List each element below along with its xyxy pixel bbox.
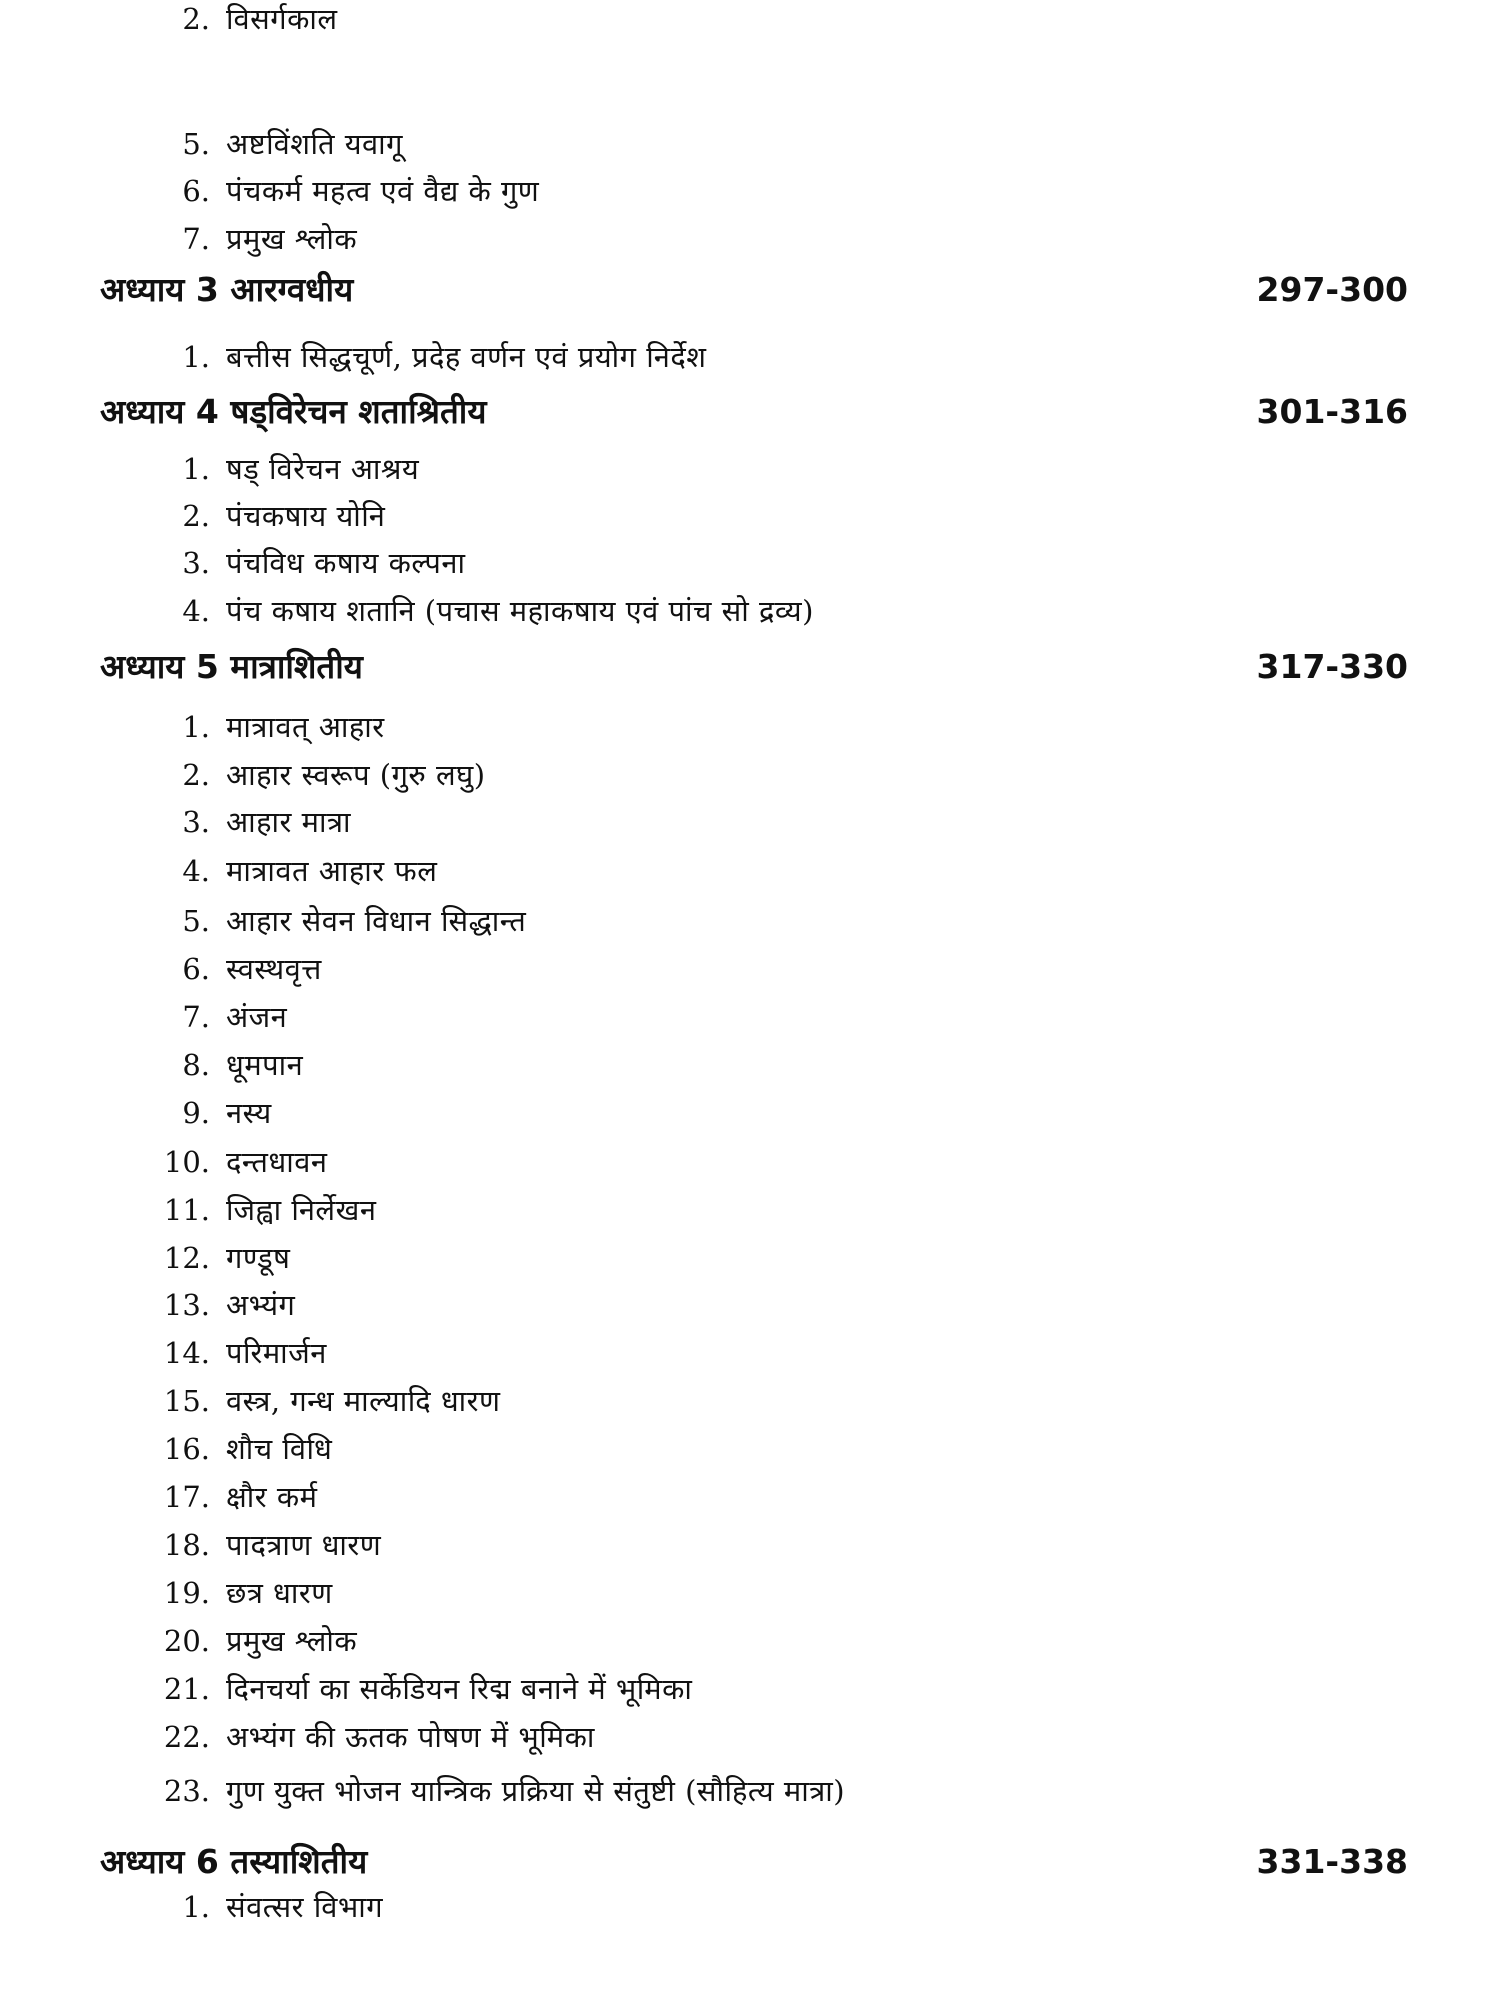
- item-number: 20.: [163, 1624, 210, 1658]
- item-text: बत्तीस सिद्धचूर्ण, प्रदेह वर्णन एवं प्रयोग निर्देश: [226, 340, 707, 374]
- list-item: [148, 998, 1248, 1036]
- list-item: [148, 172, 1248, 210]
- list-item: [148, 1574, 1248, 1612]
- item-number: 5.: [182, 904, 210, 938]
- list-item: [148, 1430, 1248, 1468]
- chapter-page-range: 331-338: [1256, 1842, 1408, 1881]
- list-item: [148, 1286, 1248, 1324]
- item-text: वस्त्र, गन्ध माल्यादि धारण: [226, 1384, 501, 1418]
- item-number: 9.: [182, 1096, 210, 1130]
- list-item: [148, 220, 1248, 258]
- list-item: [148, 950, 1248, 988]
- item-text: गुण युक्त भोजन यान्त्रिक प्रक्रिया से संतुष्टी (सौहित्य मात्रा): [226, 1774, 846, 1808]
- list-item: [148, 1478, 1248, 1516]
- item-number: 18.: [163, 1528, 210, 1562]
- item-number: 4.: [182, 854, 210, 888]
- list-item: [148, 1094, 1248, 1132]
- list-item: [148, 803, 1248, 841]
- item-text: मात्रावत् आहार: [226, 710, 385, 744]
- item-number: 23.: [163, 1774, 210, 1808]
- item-number: 2.: [182, 499, 210, 533]
- list-item: [148, 338, 1248, 376]
- list-item: [148, 497, 1248, 535]
- item-number: 3.: [182, 805, 210, 839]
- list-item: [148, 1046, 1248, 1084]
- item-number: 12.: [163, 1241, 210, 1275]
- list-item: [148, 1526, 1248, 1564]
- item-number: 22.: [163, 1720, 210, 1754]
- chapter-page-range: 301-316: [1256, 392, 1408, 431]
- item-text: पंचविध कषाय कल्पना: [226, 546, 466, 580]
- chapter-heading: [100, 1840, 1408, 1884]
- chapter-page-range: 297-300: [1256, 270, 1408, 309]
- list-item: [148, 1382, 1248, 1420]
- item-number: 7.: [182, 222, 210, 256]
- item-number: 16.: [163, 1432, 210, 1466]
- list-item: [148, 450, 1248, 488]
- chapter-heading: [100, 390, 1408, 434]
- list-item: [148, 1888, 1248, 1926]
- list-item: [148, 756, 1248, 794]
- chapter-heading: [100, 645, 1408, 689]
- item-text: स्वस्थवृत्त: [226, 952, 322, 986]
- item-number: 1.: [182, 452, 210, 486]
- item-text: षड् विरेचन आश्रय: [226, 452, 420, 486]
- item-text: दिनचर्या का सर्केडियन रिद्म बनाने में भूमिका: [226, 1672, 693, 1706]
- item-number: 11.: [163, 1193, 210, 1227]
- list-item: [148, 1143, 1248, 1181]
- list-item: [148, 1334, 1248, 1372]
- item-number: 3.: [182, 546, 210, 580]
- list-item: [148, 852, 1248, 890]
- chapter-title: अध्याय 4 षड्विरेचन शताश्रितीय: [100, 392, 487, 431]
- list-item: [148, 544, 1248, 582]
- item-text: जिह्वा निर्लेखन: [226, 1193, 377, 1227]
- item-text: विसर्गकाल: [226, 2, 338, 36]
- list-item: [148, 1772, 1248, 1810]
- chapter-heading: [100, 268, 1408, 312]
- item-number: 2.: [182, 758, 210, 792]
- item-text: प्रमुख श्लोक: [226, 222, 358, 256]
- item-text: आहार मात्रा: [226, 805, 351, 839]
- item-number: 17.: [163, 1480, 210, 1514]
- item-number: 6.: [182, 952, 210, 986]
- list-item: [148, 592, 1248, 630]
- list-item: [148, 1670, 1248, 1708]
- item-text: आहार सेवन विधान सिद्धान्त: [226, 904, 527, 938]
- list-item: [148, 0, 1248, 38]
- item-text: अभ्यंग: [226, 1288, 296, 1322]
- item-number: 21.: [163, 1672, 210, 1706]
- item-text: प्रमुख श्लोक: [226, 1624, 358, 1658]
- list-item: [148, 708, 1248, 746]
- item-number: 8.: [182, 1048, 210, 1082]
- item-text: पंच कषाय शतानि (पचास महाकषाय एवं पांच सो द्रव्य): [226, 594, 814, 628]
- item-number: 4.: [182, 594, 210, 628]
- item-text: मात्रावत आहार फल: [226, 854, 438, 888]
- item-number: 1.: [182, 340, 210, 374]
- item-text: अभ्यंग की ऊतक पोषण में भूमिका: [226, 1720, 595, 1754]
- list-item: [148, 1191, 1248, 1229]
- item-number: 19.: [163, 1576, 210, 1610]
- item-text: पादत्राण धारण: [226, 1528, 382, 1562]
- list-item: [148, 1718, 1248, 1756]
- item-text: क्षौर कर्म: [226, 1480, 318, 1514]
- item-number: 13.: [163, 1288, 210, 1322]
- item-text: संवत्सर विभाग: [226, 1890, 384, 1924]
- chapter-title: अध्याय 6 तस्याशितीय: [100, 1842, 368, 1881]
- item-number: 5.: [182, 127, 210, 161]
- item-text: पंचकर्म महत्व एवं वैद्य के गुण: [226, 174, 540, 208]
- list-item: [148, 1239, 1248, 1277]
- item-text: अष्टविंशति यवागू: [226, 127, 403, 161]
- item-text: दन्तधावन: [226, 1145, 328, 1179]
- item-text: शौच विधि: [226, 1432, 333, 1466]
- item-number: 6.: [182, 174, 210, 208]
- item-text: गण्डूष: [226, 1241, 291, 1275]
- chapter-page-range: 317-330: [1256, 647, 1408, 686]
- item-number: 2.: [182, 2, 210, 36]
- item-number: 7.: [182, 1000, 210, 1034]
- item-text: धूमपान: [226, 1048, 304, 1082]
- chapter-title: अध्याय 3 आरग्वधीय: [100, 270, 354, 309]
- list-item: [148, 1622, 1248, 1660]
- item-text: आहार स्वरूप (गुरु लघु): [226, 758, 486, 792]
- item-number: 1.: [182, 710, 210, 744]
- item-text: नस्य: [226, 1096, 272, 1130]
- item-text: पंचकषाय योनि: [226, 499, 386, 533]
- chapter-title: अध्याय 5 मात्राशितीय: [100, 647, 363, 686]
- list-item: [148, 125, 1248, 163]
- item-number: 1.: [182, 1890, 210, 1924]
- item-text: छत्र धारण: [226, 1576, 333, 1610]
- item-text: अंजन: [226, 1000, 288, 1034]
- item-number: 14.: [163, 1336, 210, 1370]
- item-number: 10.: [163, 1145, 210, 1179]
- item-text: परिमार्जन: [226, 1336, 327, 1370]
- list-item: [148, 902, 1248, 940]
- item-number: 15.: [163, 1384, 210, 1418]
